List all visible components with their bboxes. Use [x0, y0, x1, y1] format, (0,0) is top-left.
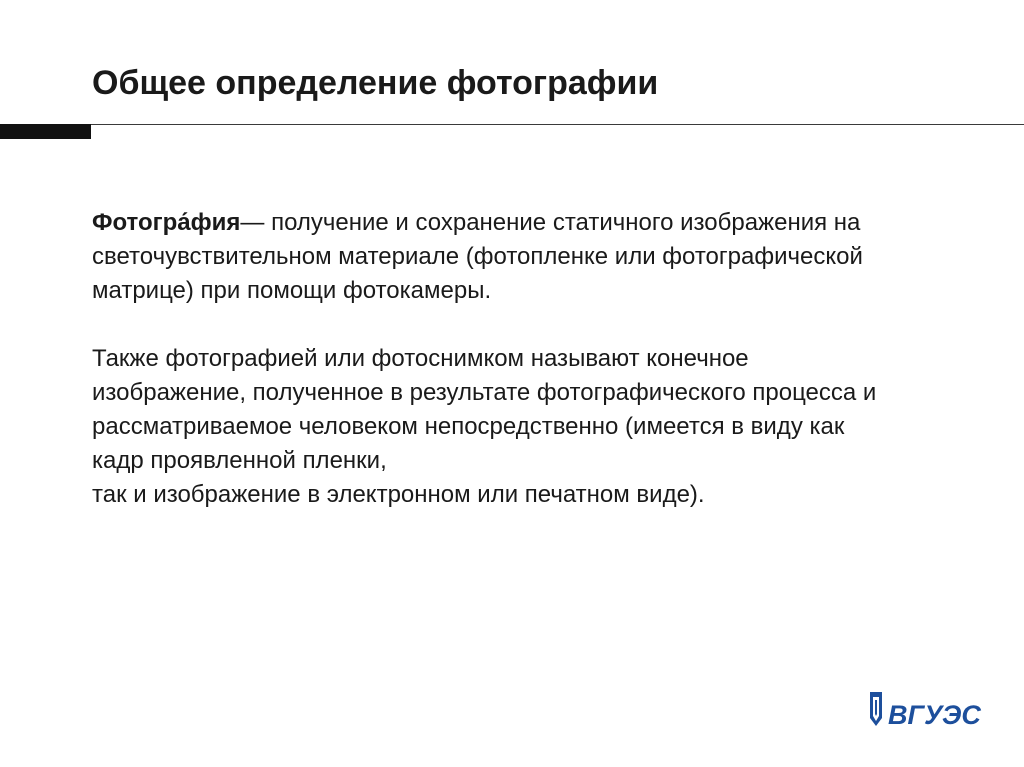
slide-title: Общее определение фотографии [92, 64, 659, 102]
second-paragraph-line2: так и изображение в электронном или печатном виде). [92, 481, 705, 508]
second-paragraph-line1: Также фотографией или фотоснимком называют конечное изображение, полученное в результате фотографического процесса и рассматриваемое человеком непосредственно (имеется в виду как кадр проявленной пленки, [92, 345, 877, 474]
title-accent-bar [0, 124, 91, 139]
definition-paragraph [92, 206, 892, 308]
second-paragraph [92, 342, 892, 512]
slide-body [92, 206, 972, 512]
vguees-logo [866, 688, 994, 732]
title-divider-line [0, 124, 1024, 125]
definition-text: — получение и сохранение статичного изображения на светочувствительном материале (фотопленке или фотографической матрице) при помощи фотокамеры. [92, 209, 863, 304]
vguees-emblem-icon [870, 692, 882, 726]
definition-term: Фотогра́фия [92, 209, 241, 236]
vguees-logo-text: ВГУЭС [888, 700, 981, 730]
